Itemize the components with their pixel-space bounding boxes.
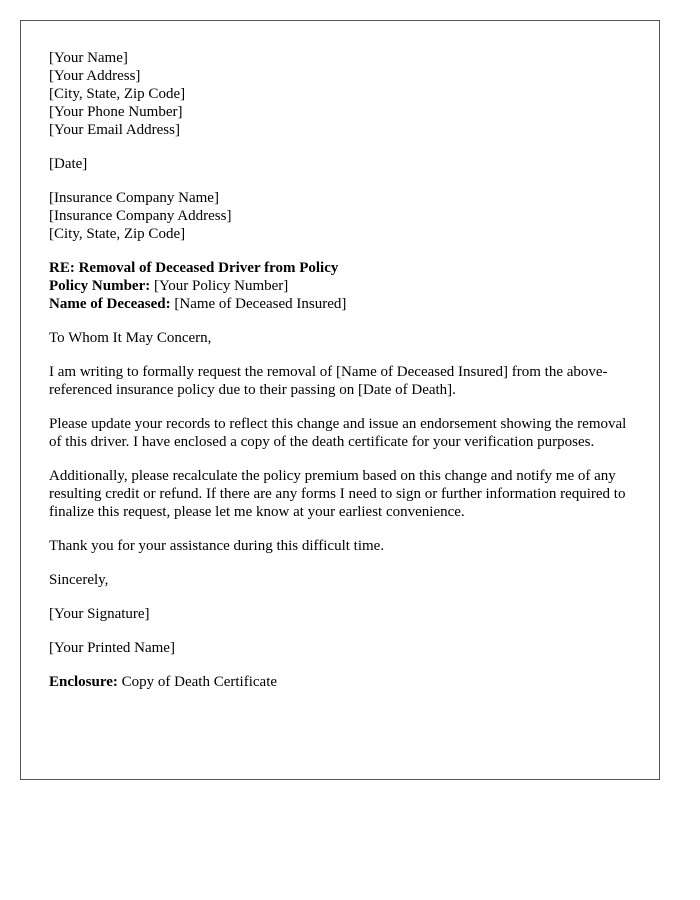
letter-page [20, 20, 660, 780]
paragraph-records: Please update your records to reflect this change and issue an endorsement showing the removal of this driver. I have enclosed a copy of the death certificate for your verification purposes. [49, 416, 627, 450]
sender-name: [Your Name] [49, 50, 128, 66]
policy-number-label: Policy Number: [49, 278, 151, 294]
sender-phone: [Your Phone Number] [49, 104, 183, 120]
letter-date: [Date] [49, 156, 88, 172]
signature: [Your Signature] [49, 606, 150, 622]
paragraph-thanks: Thank you for your assistance during this difficult time. [49, 538, 385, 554]
sender-block [49, 49, 634, 139]
deceased-name-line [49, 295, 634, 313]
sender-address: [Your Address] [49, 68, 141, 84]
sender-city-state-zip: [City, State, Zip Code] [49, 86, 186, 102]
enclosure-line [49, 673, 634, 691]
policy-number-line [49, 277, 634, 295]
closing: Sincerely, [49, 572, 109, 588]
salutation: To Whom It May Concern, [49, 330, 212, 346]
enclosure-label: Enclosure: [49, 674, 118, 690]
deceased-name-label: Name of Deceased: [49, 296, 171, 312]
subject-line: RE: Removal of Deceased Driver from Policy [49, 260, 339, 276]
reference-block [49, 259, 634, 313]
date-block [49, 155, 634, 173]
letter-body [49, 49, 634, 707]
sender-email: [Your Email Address] [49, 122, 180, 138]
paragraph-request: I am writing to formally request the removal of [Name of Deceased Insured] from the above-referenced insurance policy due to their passing on [Date of Death]. [49, 364, 608, 398]
enclosure-value: Copy of Death Certificate [117, 674, 278, 690]
paragraph-premium: Additionally, please recalculate the policy premium based on this change and notify me of any resulting credit or refund. If there are any forms I need to sign or further information required to finalize this request, please let me know at your earliest convenience. [49, 468, 626, 520]
printed-name: [Your Printed Name] [49, 640, 175, 656]
recipient-city-state-zip: [City, State, Zip Code] [49, 226, 186, 242]
recipient-company-address: [Insurance Company Address] [49, 208, 232, 224]
deceased-name-value: [Name of Deceased Insured] [170, 296, 347, 312]
recipient-company-name: [Insurance Company Name] [49, 190, 219, 206]
recipient-block [49, 189, 634, 243]
policy-number-value: [Your Policy Number] [150, 278, 289, 294]
